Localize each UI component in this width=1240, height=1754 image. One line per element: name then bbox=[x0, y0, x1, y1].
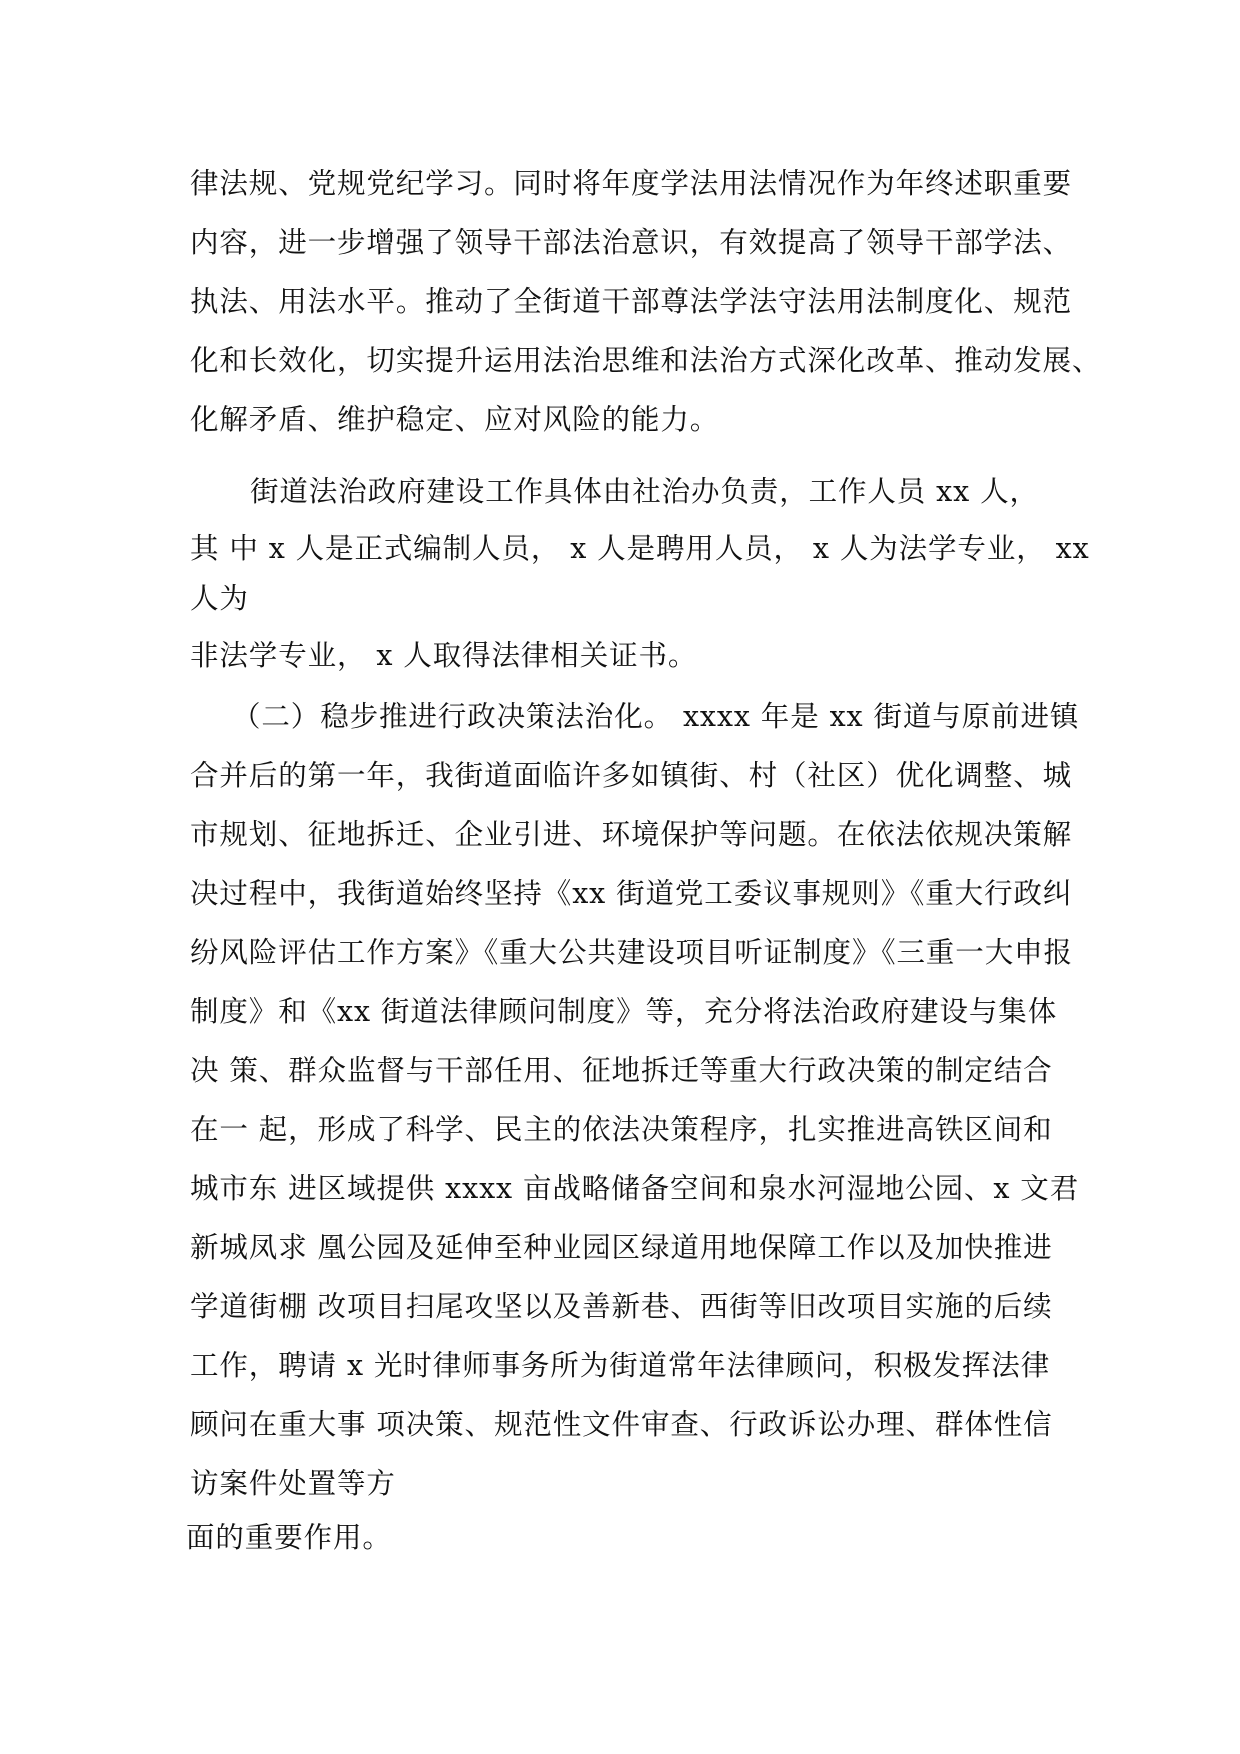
section-heading-line: （二）稳步推进行政决策法治化。 xxxx 年是 xx 街道与原前进镇 bbox=[232, 700, 1080, 733]
text-line: 面的重要作用。 bbox=[186, 1521, 392, 1554]
text-line: 非法学专业， x 人取得法律相关证书。 bbox=[190, 639, 698, 672]
text-line: 工作，聘请 x 光时律师事务所为街道常年法律顾问，积极发挥法律 bbox=[190, 1349, 1051, 1382]
text-line: 顾问在重大事 项决策、规范性文件审查、行政诉讼办理、群体性信 bbox=[190, 1408, 1053, 1441]
text-line: 合并后的第一年，我街道面临许多如镇街、村（社区）优化调整、城 bbox=[190, 759, 1073, 792]
text-line: 化解矛盾、维护稳定、应对风险的能力。 bbox=[190, 403, 720, 436]
text-line: 决过程中，我街道始终坚持《xx 街道党工委议事规则》《重大行政纠 bbox=[190, 877, 1073, 910]
text-line: 决 策、群众监督与干部任用、征地拆迁等重大行政决策的制定结合 bbox=[190, 1054, 1053, 1087]
text-line: 在一 起，形成了科学、民主的依法决策程序，扎实推进高铁区间和 bbox=[190, 1113, 1053, 1146]
text-line: 其 中 x 人是正式编制人员， x 人是聘用人员， x 人为法学专业， xx bbox=[190, 532, 1090, 565]
text-line: 内容，进一步增强了领导干部法治意识，有效提高了领导干部学法、 bbox=[190, 226, 1073, 259]
text-line: 新城凤求 凰公园及延伸至种业园区绿道用地保障工作以及加快推进 bbox=[190, 1231, 1053, 1264]
text-line: 律法规、党规党纪学习。同时将年度学法用法情况作为年终述职重要 bbox=[190, 167, 1073, 200]
text-line: 城市东 进区域提供 xxxx 亩战略储备空间和泉水河湿地公园、x 文君 bbox=[190, 1172, 1080, 1205]
text-line: 访案件处置等方 bbox=[190, 1467, 396, 1500]
text-line: 制度》和《xx 街道法律顾问制度》等，充分将法治政府建设与集体 bbox=[190, 995, 1058, 1028]
text-line: 学道街棚 改项目扫尾攻坚以及善新巷、西街等旧改项目实施的后续 bbox=[190, 1290, 1053, 1323]
text-line: 化和长效化，切实提升运用法治思维和法治方式深化改革、推动发展、 bbox=[190, 344, 1102, 377]
text-line: 执法、用法水平。推动了全街道干部尊法学法守法用法制度化、规范 bbox=[190, 285, 1073, 318]
text-line: 纷风险评估工作方案》《重大公共建设项目听证制度》《三重一大申报 bbox=[190, 936, 1073, 969]
text-line: 市规划、征地拆迁、企业引进、环境保护等问题。在依法依规决策解 bbox=[190, 818, 1073, 851]
text-line: 人为 bbox=[190, 582, 249, 615]
text-line: 街道法治政府建设工作具体由社治办负责，工作人员 xx 人， bbox=[250, 475, 1039, 508]
